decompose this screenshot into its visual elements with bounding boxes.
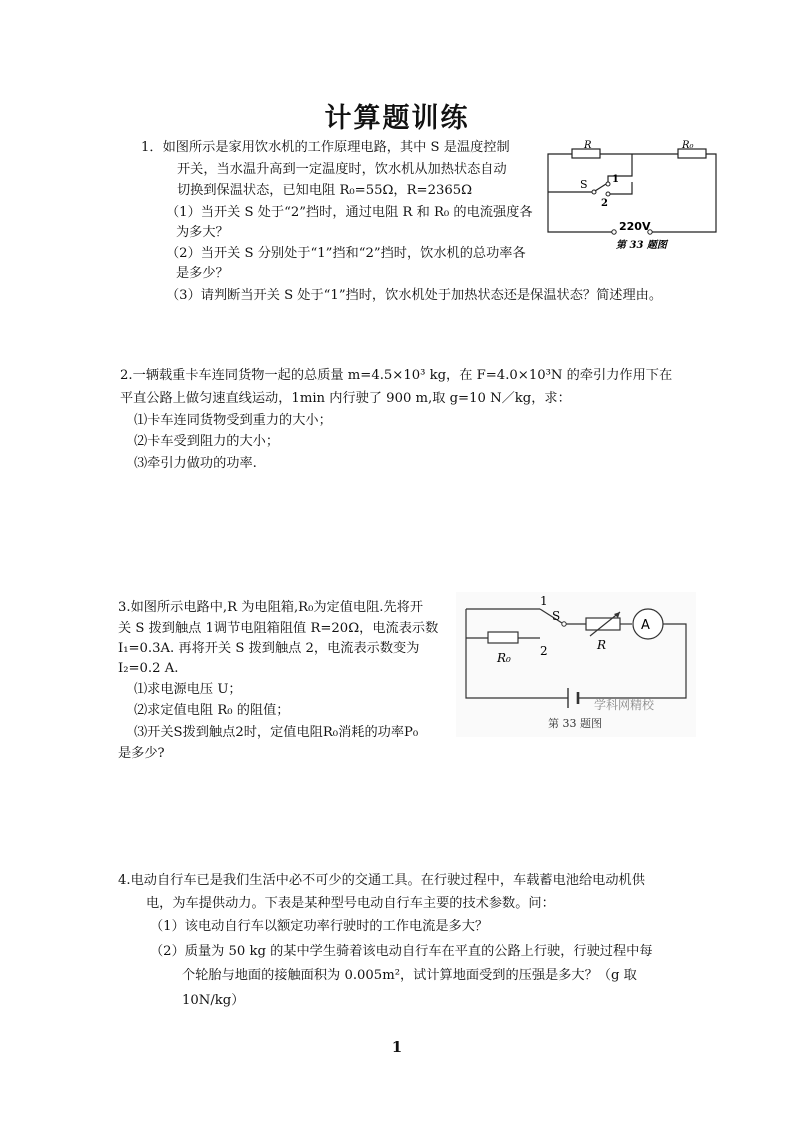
q2-line: 2.一辆载重卡车连同货物一起的总质量 m=4.5×10³ kg，在 F=4.0×10³N 的牵引力作用下在 (120, 368, 673, 383)
q3-fig-watermark: 学科网精校 (594, 698, 655, 712)
q3-fig-label-r: R (597, 638, 607, 652)
q4-line: 电，为车提供动力。下表是某种型号电动自行车主要的技术参数。问： (146, 896, 555, 911)
q1-fig-label-2: 2 (601, 198, 608, 209)
q1-fig-caption: 第 33 题图 (616, 240, 667, 251)
q4-line: （1）该电动自行车以额定功率行驶时的工作电流是多大？ (150, 919, 489, 934)
q3-fig-label-2: 2 (540, 644, 548, 658)
q1-line: 为多大？ (176, 225, 229, 240)
q1-circuit-figure (540, 136, 720, 256)
q1-fig-label-r0: R₀ (682, 140, 694, 151)
q4-line: 4.电动自行车已是我们生活中必不可少的交通工具。在行驶过程中，车载蓄电池给电动机供 (118, 873, 645, 888)
q1-line: （1）当开关 S 处于“2”挡时，通过电阻 R 和 R₀ 的电流强度各 (166, 205, 533, 220)
q3-line: 是多少? (118, 746, 165, 761)
page-number: 1 (391, 1038, 403, 1056)
q4-line: 10N/kg） (182, 993, 245, 1008)
q4-line: （2）质量为 50 kg 的某中学生骑着该电动自行车在平直的公路上行驶，行驶过程中每 (150, 944, 653, 959)
q1-fig-label-s: S (580, 178, 588, 191)
q4-line: 个轮胎与地面的接触面积为 0.005m²，试计算地面受到的压强是多大？（g 取 (182, 968, 637, 983)
q3-line: I₁=0.3A. 再将开关 S 拨到触点 2，电流表示数变为 (118, 641, 420, 656)
q1-line: 是多少？ (176, 266, 229, 281)
q3-fig-label-r0: R₀ (497, 651, 511, 665)
q2-line: ⑵卡车受到阻力的大小； (134, 434, 280, 449)
q1-line: （2）当开关 S 分别处于“1”挡和“2”挡时，饮水机的总功率各 (166, 246, 526, 261)
page-title: 计算题训练 (324, 103, 470, 134)
q3-line: ⑶开关S拨到触点2时，定值电阻R₀消耗的功率P₀ (134, 725, 419, 740)
q1-line: （3）请判断当开关 S 处于“1”挡时，饮水机处于加热状态还是保温状态？简述理由。 (166, 288, 663, 303)
q3-line: 关 S 拨到触点 1调节电阻箱阻值 R=20Ω，电流表示数 (118, 621, 439, 636)
q1-line: 切换到保温状态，已知电阻 R₀=55Ω，R=2365Ω (177, 183, 473, 198)
q3-line: 3.如图所示电路中,R 为电阻箱,R₀为定值电阻.先将开 (118, 600, 424, 615)
q2-line: ⑴卡车连同货物受到重力的大小； (134, 413, 332, 428)
q1-line: 1．如图所示是家用饮水机的工作原理电路，其中 S 是温度控制 (141, 140, 510, 155)
q3-fig-caption: 第 33 题图 (548, 717, 602, 730)
q3-line: ⑵求定值电阻 R₀ 的阻值； (134, 703, 290, 718)
q1-fig-label-r: R (584, 140, 592, 151)
q2-line: 平直公路上做匀速直线运动，1min 内行驶了 900 m,取 g=10 N／kg，求： (120, 391, 571, 406)
q3-line: ⑴求电源电压 U； (134, 682, 242, 697)
q1-fig-label-voltage: 220V (619, 220, 651, 233)
q2-line: ⑶牵引力做功的功率. (134, 456, 257, 471)
q3-line: I₂=0.2 A. (118, 661, 179, 676)
q3-fig-label-1: 1 (540, 594, 548, 608)
q3-circuit-figure (456, 592, 696, 737)
q1-line: 开关，当水温升高到一定温度时，饮水机从加热状态自动 (177, 162, 507, 177)
q1-fig-label-1: 1 (612, 174, 619, 185)
q3-fig-label-s: S (552, 609, 561, 623)
q3-fig-label-a: A (641, 618, 650, 633)
